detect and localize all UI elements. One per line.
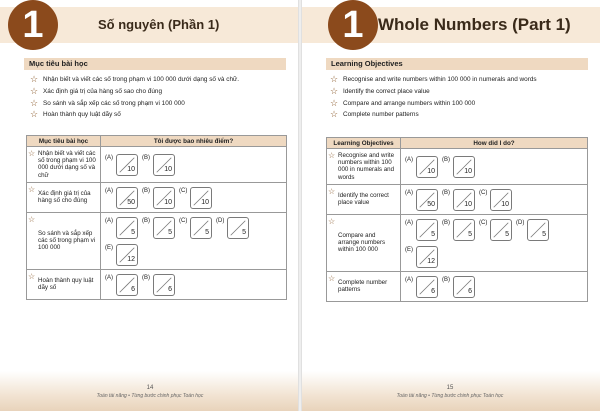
score-max-value: 6 (131, 285, 135, 293)
score-letter: (A) (105, 274, 113, 281)
score-max-value: 10 (464, 200, 472, 208)
score-max-value: 6 (468, 287, 472, 295)
score-letter: (A) (105, 187, 113, 194)
score-item (405, 189, 438, 211)
score-item (405, 246, 438, 268)
score-box-icon[interactable] (116, 154, 138, 176)
score-max-value: 5 (242, 228, 246, 236)
score-item (179, 187, 212, 209)
objectives-header: Mục tiêu bài học (24, 58, 286, 70)
footer-band (0, 371, 300, 411)
score-item (105, 154, 138, 176)
score-max-value: 10 (427, 167, 435, 175)
score-letter: (C) (479, 189, 488, 196)
column-header-objectives: Mục tiêu bài học (27, 136, 101, 147)
score-letter: (D) (216, 217, 225, 224)
score-letter: (C) (479, 219, 488, 226)
objective-item: ☆ Hoàn thành quy luật dãy số (30, 109, 121, 120)
score-box-icon[interactable] (453, 276, 475, 298)
score-letter: (B) (142, 187, 150, 194)
score-cell (101, 147, 287, 183)
score-item (405, 156, 438, 178)
page-number: 15 (446, 385, 454, 391)
objective-label: Identify the correct place value (338, 192, 389, 207)
star-icon: ☆ (30, 85, 39, 96)
objective-item: ☆ Nhận biết và viết các số trong phạm vi 100 000 dưới dạng số và chữ. (30, 74, 240, 84)
score-cell (401, 149, 588, 185)
score-max-value: 10 (164, 198, 172, 206)
score-box-icon[interactable] (527, 219, 549, 241)
score-cell (101, 182, 287, 212)
score-item (442, 156, 475, 178)
page-number: 14 (146, 385, 154, 391)
objective-label: So sánh và sắp xếp các số trong phạm vi 100 000 (38, 230, 96, 252)
objective-item: ☆ Xác định giá trị của hàng số sao cho đúng (30, 85, 163, 96)
score-box-icon[interactable] (116, 244, 138, 266)
score-max-value: 6 (168, 285, 172, 293)
score-box-icon[interactable] (453, 219, 475, 241)
table-row (327, 184, 588, 214)
unit-title: Whole Numbers (Part 1) (378, 15, 571, 34)
score-letter: (D) (516, 219, 525, 226)
star-icon: ☆ (30, 74, 39, 84)
column-header-score: How did I do? (401, 138, 588, 149)
objective-label: Xác định giá trị của hàng số cho đúng (38, 190, 91, 205)
score-box-icon[interactable] (227, 217, 249, 239)
right-page (300, 0, 600, 411)
table-row (27, 212, 287, 269)
score-cell (401, 184, 588, 214)
score-letter: (B) (442, 189, 450, 196)
objective-item: ☆ Recognise and write numbers within 100 000 in numerals and words (330, 74, 537, 84)
score-cell (101, 212, 287, 269)
footer-text: Toán tài năng • Từng bước chinh phục Toán học (396, 393, 504, 399)
objectives-header: Learning Objectives (326, 58, 588, 70)
score-letter: (A) (105, 154, 113, 161)
score-max-value: 10 (164, 165, 172, 173)
star-icon: ☆ (328, 186, 336, 196)
score-item (405, 276, 438, 298)
score-item (442, 276, 475, 298)
score-letter: (B) (142, 217, 150, 224)
score-max-value: 5 (131, 228, 135, 236)
column-header-objectives: Learning Objectives (327, 138, 401, 149)
score-letter: (B) (442, 276, 450, 283)
score-item (405, 219, 438, 241)
star-icon: ☆ (330, 85, 339, 96)
objective-cell (27, 212, 101, 269)
score-box-icon[interactable] (416, 156, 438, 178)
objective-item: ☆ Complete number patterns (330, 109, 419, 120)
score-item (142, 217, 175, 239)
table-row (327, 214, 588, 271)
score-item (442, 189, 475, 211)
score-box-icon[interactable] (190, 187, 212, 209)
score-max-value: 5 (431, 230, 435, 238)
score-letter: (A) (405, 189, 413, 196)
score-max-value: 10 (127, 165, 135, 173)
score-item (142, 187, 175, 209)
score-max-value: 12 (427, 257, 435, 265)
score-letter: (E) (105, 244, 113, 251)
score-item (442, 219, 475, 241)
score-letter: (E) (405, 246, 413, 253)
objective-cell (27, 147, 101, 183)
score-box-icon[interactable] (416, 276, 438, 298)
footer-band (300, 371, 600, 411)
score-cell (401, 271, 588, 301)
score-max-value: 50 (427, 200, 435, 208)
objective-cell (327, 184, 401, 214)
table-row (327, 271, 588, 301)
score-box-icon[interactable] (116, 187, 138, 209)
score-max-value: 12 (127, 255, 135, 263)
score-box-icon[interactable] (490, 219, 512, 241)
footer-text: Toán tài năng • Từng bước chinh phục Toán học (96, 393, 204, 399)
score-cell (101, 269, 287, 299)
objective-label: Recognise and write numbers within 100 000 in numerals and words (338, 152, 395, 181)
score-letter: (C) (179, 187, 188, 194)
objective-cell (27, 269, 101, 299)
score-box-icon[interactable] (153, 154, 175, 176)
score-item (179, 217, 212, 239)
score-box-icon[interactable] (416, 189, 438, 211)
score-max-value: 10 (464, 167, 472, 175)
book-spine (298, 0, 302, 411)
score-item (216, 217, 249, 239)
table-row (327, 149, 588, 185)
star-icon: ☆ (330, 97, 339, 108)
score-box-icon[interactable] (416, 219, 438, 241)
column-header-score: Tôi được bao nhiêu điểm? (101, 136, 287, 147)
score-letter: (B) (142, 274, 150, 281)
star-icon: ☆ (28, 271, 36, 281)
unit-number-badge: 1 (8, 0, 58, 50)
score-max-value: 10 (501, 200, 509, 208)
star-icon: ☆ (330, 74, 339, 84)
score-letter: (B) (442, 219, 450, 226)
score-box-icon[interactable] (153, 217, 175, 239)
star-icon: ☆ (330, 109, 339, 120)
table-row (27, 269, 287, 299)
score-max-value: 5 (205, 228, 209, 236)
score-max-value: 6 (431, 287, 435, 295)
score-item (479, 189, 512, 211)
score-letter: (A) (105, 217, 113, 224)
star-icon: ☆ (328, 151, 336, 160)
score-item (479, 219, 512, 241)
self-assessment-table (326, 137, 588, 302)
objective-label: Compare and arrange numbers within 100 000 (338, 232, 386, 254)
star-icon: ☆ (28, 149, 36, 158)
score-box-icon[interactable] (116, 274, 138, 296)
score-item (142, 274, 175, 296)
objective-cell (27, 182, 101, 212)
objectives-list (330, 76, 580, 123)
score-box-icon[interactable] (490, 189, 512, 211)
score-max-value: 5 (542, 230, 546, 238)
score-cell (401, 214, 588, 271)
table-row (27, 182, 287, 212)
score-item (105, 187, 138, 209)
objective-label: Hoàn thành quy luật dãy số (38, 277, 94, 292)
score-max-value: 10 (201, 198, 209, 206)
star-icon: ☆ (30, 97, 39, 108)
table-row (27, 147, 287, 183)
score-item (105, 274, 138, 296)
star-icon: ☆ (328, 273, 336, 283)
score-letter: (A) (405, 276, 413, 283)
score-box-icon[interactable] (453, 189, 475, 211)
score-box-icon[interactable] (416, 246, 438, 268)
objectives-list (30, 76, 280, 123)
score-max-value: 5 (468, 230, 472, 238)
score-item (516, 219, 549, 241)
objective-item: ☆ So sánh và sắp xếp các số trong phạm vi 100 000 (30, 97, 185, 108)
score-max-value: 50 (127, 198, 135, 206)
score-box-icon[interactable] (190, 217, 212, 239)
self-assessment-table (26, 135, 287, 300)
objective-label: Complete number patterns (338, 279, 388, 294)
score-item (105, 244, 138, 266)
score-box-icon[interactable] (153, 187, 175, 209)
unit-number-badge: 1 (328, 0, 378, 50)
objective-item: ☆ Compare and arrange numbers within 100 000 (330, 97, 476, 108)
objective-cell (327, 149, 401, 185)
score-item (105, 217, 138, 239)
star-icon: ☆ (30, 109, 39, 120)
unit-title: Số nguyên (Phần 1) (98, 17, 220, 32)
score-box-icon[interactable] (116, 217, 138, 239)
objective-cell (327, 214, 401, 271)
score-letter: (A) (405, 156, 413, 163)
score-box-icon[interactable] (153, 274, 175, 296)
score-letter: (B) (142, 154, 150, 161)
score-letter: (B) (442, 156, 450, 163)
score-item (142, 154, 175, 176)
star-icon: ☆ (28, 214, 36, 224)
score-letter: (A) (405, 219, 413, 226)
objective-item: ☆ Identify the correct place value (330, 85, 430, 96)
score-max-value: 5 (505, 230, 509, 238)
star-icon: ☆ (328, 216, 336, 226)
objective-cell (327, 271, 401, 301)
score-box-icon[interactable] (453, 156, 475, 178)
score-letter: (C) (179, 217, 188, 224)
star-icon: ☆ (28, 184, 36, 194)
score-max-value: 5 (168, 228, 172, 236)
objective-label: Nhận biết và viết các số trong phạm vi 100 000 dưới dạng số và chữ (38, 150, 96, 179)
